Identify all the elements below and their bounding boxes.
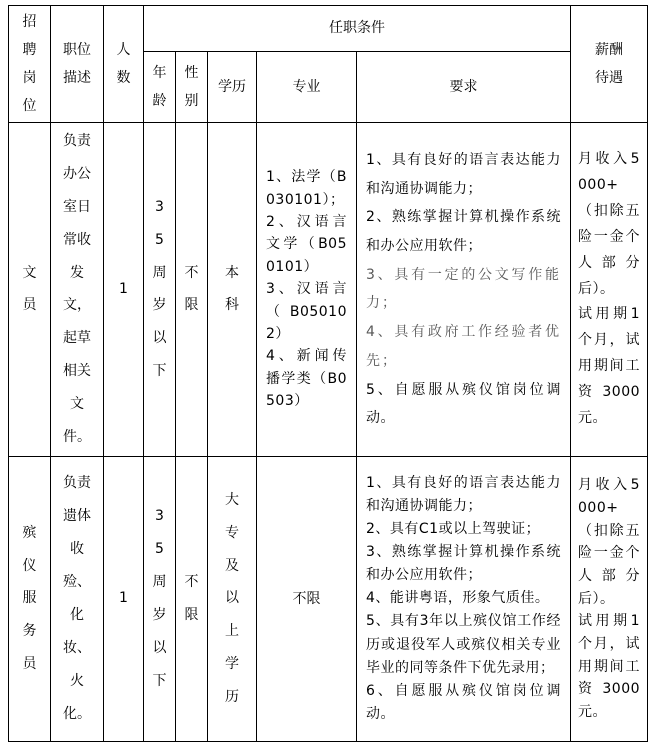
headcount-cell: 1 [104, 123, 144, 457]
text-line: 1、具有良好的语言表达能力和沟通协调能力； [366, 474, 562, 514]
text-line: 3、具有一定的公文写作能力； [366, 266, 562, 312]
text-line: 1、具有良好的语言表达能力和沟通协调能力； [366, 152, 562, 197]
text-line: （扣除五险一金个人部分后）。 [578, 202, 641, 297]
text-line: 4、能讲粤语，形象气质佳。 [366, 590, 550, 607]
job-description-cell: 负责办公室日常收发文，起草相关文件。 [51, 123, 104, 457]
text-line: 3、熟练掌握计算机操作系统和办公应用软件； [366, 544, 562, 584]
major-cell: 不限 [257, 456, 357, 741]
text-line: 1、法学（B030101）； [266, 169, 347, 208]
job-description-cell: 负责遗体收殓、化妆、火化。 [51, 456, 104, 741]
text-line: 2、熟练掌握计算机操作系统和办公应用软件； [366, 209, 562, 255]
requirements-cell [357, 123, 571, 457]
table-header [9, 6, 648, 123]
text-line: （扣除五险一金个人部分后）。 [578, 522, 641, 607]
col-header-job-title: 招聘岗位 [9, 6, 51, 123]
gender-cell: 不限 [176, 456, 208, 741]
table-body [9, 123, 648, 742]
table-row-funeral-attendant [9, 456, 648, 741]
text-line: 2、汉语言文学（B050101） [266, 214, 347, 275]
header-row-top [9, 6, 648, 52]
age-cell: 35周岁以下 [144, 123, 176, 457]
text-line: 月收入5000+ [578, 151, 641, 193]
text-line: 试用期1个月，试用期间工资3000元。 [578, 613, 641, 720]
text-line: 试用期1个月，试用期间工资3000元。 [578, 306, 641, 426]
text-line: 3、汉语言（B050102） [266, 281, 347, 343]
col-header-major: 专业 [257, 51, 357, 122]
gender-cell: 不限 [176, 123, 208, 457]
major-cell [257, 123, 357, 457]
text-line: 月收入5000+ [578, 477, 641, 516]
salary-cell [571, 123, 648, 457]
text-line: 4、具有政府工作经验者优先； [366, 324, 562, 369]
job-title-cell: 文员 [9, 123, 51, 457]
education-cell: 本科 [208, 123, 257, 457]
text-line: 6、自愿服从殡仪馆岗位调动。 [366, 682, 562, 722]
col-header-age: 年龄 [144, 51, 176, 122]
text-line: 4、新闻传播学类（B0503） [266, 348, 347, 410]
text-line: 5、具有3年以上殡仪馆工作经历或退役军人或殡仪相关专业毕业的同等条件下优先录用； [366, 613, 562, 676]
requirements-cell [357, 456, 571, 741]
text-line: 2、具有C1或以上驾驶证； [366, 521, 541, 538]
headcount-cell: 1 [104, 456, 144, 741]
col-header-gender: 性别 [176, 51, 208, 122]
education-cell: 大专及以上学历 [208, 456, 257, 741]
col-header-job-description: 职位描述 [51, 6, 104, 123]
age-cell: 35周岁以下 [144, 456, 176, 741]
col-header-salary: 薪酬待遇 [571, 6, 648, 123]
col-header-education: 学历 [208, 51, 257, 122]
text-line: 5、自愿服从殡仪馆岗位调动。 [366, 381, 562, 427]
job-title-cell: 殡仪服务员 [9, 456, 51, 741]
col-header-headcount: 人数 [104, 6, 144, 123]
salary-cell [571, 456, 648, 741]
table-row-clerk [9, 123, 648, 457]
col-header-conditions: 任职条件 [144, 6, 571, 52]
recruitment-table [8, 5, 648, 742]
col-header-requirements: 要求 [357, 51, 571, 122]
